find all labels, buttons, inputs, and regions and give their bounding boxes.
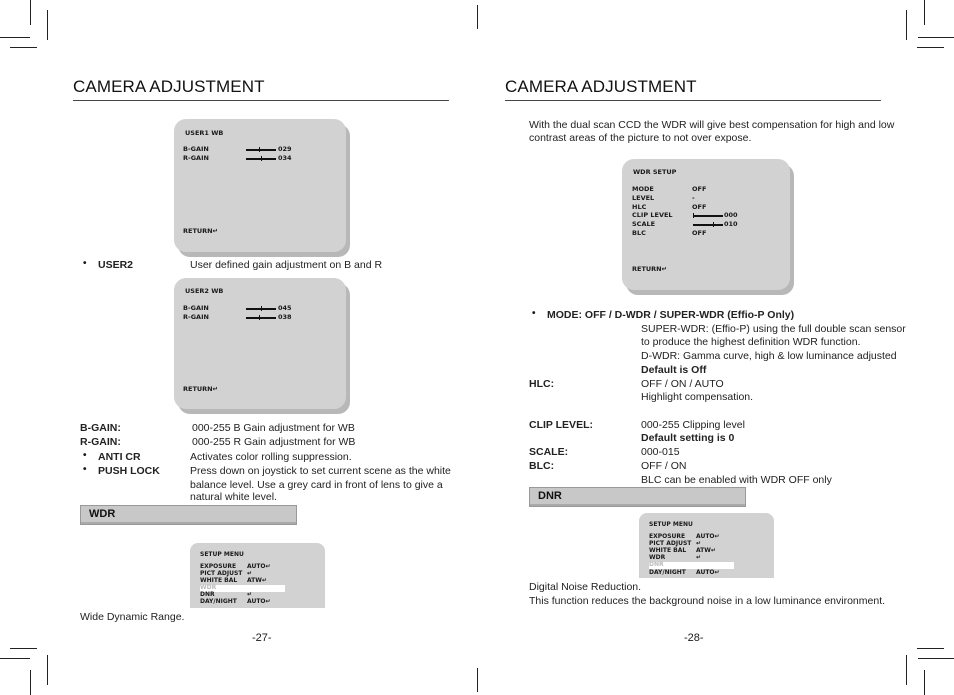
- level-value: -: [692, 194, 695, 202]
- crop-mark: [906, 10, 907, 40]
- bullet-icon: •: [83, 258, 87, 269]
- menu-value: AUTO↵: [696, 533, 720, 540]
- anti-cr-desc: Activates color rolling suppression.: [190, 451, 352, 463]
- return-label: RETURN↵: [183, 385, 219, 393]
- crop-mark: [477, 668, 478, 692]
- r-gain-term: R-GAIN:: [80, 436, 121, 448]
- crop-mark: [47, 10, 48, 40]
- dnr-caption-line: This function reduces the background noise in a low luminance environment.: [529, 595, 886, 607]
- b-gain-label: B-GAIN: [183, 304, 209, 312]
- clip-level-slider: [693, 215, 723, 217]
- crop-mark: [924, 670, 925, 695]
- menu-label: DAY/NIGHT: [200, 598, 237, 605]
- crop-mark: [906, 655, 907, 685]
- menu-label: DNR: [200, 591, 215, 598]
- crop-mark: [917, 648, 944, 649]
- mode-value: OFF: [692, 185, 707, 193]
- title-rule: [505, 100, 881, 101]
- section-header-dnr: [529, 487, 746, 507]
- anti-cr-term: ANTI CR: [98, 451, 141, 463]
- wdr-caption: Wide Dynamic Range.: [80, 611, 185, 623]
- setup-menu-screen: [639, 513, 774, 578]
- scale-term: SCALE:: [529, 446, 569, 458]
- menu-label-selected: WDR: [200, 584, 217, 591]
- return-label: RETURN↵: [183, 227, 219, 235]
- menu-value: ↵: [696, 540, 702, 547]
- menu-value: ↵: [696, 554, 702, 561]
- user2-desc: User defined gain adjustment on B and R: [190, 259, 383, 271]
- setup-menu-screen: [190, 543, 325, 608]
- bullet-icon: •: [532, 308, 536, 319]
- menu-label: EXPOSURE: [200, 563, 237, 570]
- clip-level-default: Default setting is 0: [641, 432, 735, 444]
- r-gain-slider-knob: [261, 156, 262, 161]
- blc-term: BLC:: [529, 460, 555, 472]
- r-gain-value: 034: [278, 154, 292, 162]
- crop-mark: [10, 648, 37, 649]
- screen-title: WDR SETUP: [633, 168, 677, 176]
- clip-level-term: CLIP LEVEL:: [529, 419, 593, 431]
- mode-line: to produce the highest definition WDR function.: [641, 336, 861, 348]
- scale-label: SCALE: [632, 220, 656, 228]
- crop-mark: [477, 5, 478, 29]
- section-label: WDR: [89, 508, 116, 520]
- clip-level-label: CLIP LEVEL: [632, 211, 673, 219]
- crop-mark: [0, 37, 30, 38]
- b-gain-value: 029: [278, 145, 292, 153]
- mode-line: D-WDR: Gamma curve, high & low luminance adjusted: [641, 350, 897, 362]
- intro-line: contrast areas of the picture to not over expose.: [529, 132, 752, 144]
- screen-title: USER1 WB: [185, 129, 224, 137]
- hlc-term: HLC:: [529, 378, 555, 390]
- menu-value: AUTO↵: [696, 569, 720, 576]
- screen-title: SETUP MENU: [200, 551, 244, 558]
- level-label: LEVEL: [632, 194, 655, 202]
- r-gain-slider: [246, 317, 276, 319]
- user2-wb-screen: [174, 278, 346, 409]
- r-gain-slider-knob: [259, 315, 260, 320]
- b-gain-value: 045: [278, 304, 292, 312]
- b-gain-term: B-GAIN:: [80, 422, 121, 434]
- menu-value: ↵: [247, 570, 253, 577]
- crop-mark: [924, 0, 925, 25]
- b-gain-label: B-GAIN: [183, 145, 209, 153]
- menu-value: AUTO↵: [247, 598, 271, 605]
- menu-label: WHITE BAL: [649, 547, 687, 554]
- clip-level-slider-knob: [693, 213, 694, 218]
- mode-default: Default is Off: [641, 364, 707, 376]
- menu-value: ↵: [247, 591, 253, 598]
- hlc-desc: Highlight compensation.: [641, 391, 754, 403]
- push-lock-desc-line: natural white level.: [190, 491, 277, 503]
- push-lock-desc-line: balance level. Use a grey card in front of lens to give a: [190, 479, 443, 491]
- hlc-label: HLC: [632, 203, 647, 211]
- mode-label: MODE: [632, 185, 654, 193]
- menu-label: WDR: [649, 554, 666, 561]
- push-lock-term: PUSH LOCK: [98, 465, 160, 477]
- push-lock-desc-line: Press down on joystick to set current scene as the white: [190, 465, 451, 477]
- section-label: DNR: [538, 490, 562, 502]
- bullet-icon: •: [83, 450, 87, 461]
- b-gain-slider-knob: [259, 147, 260, 152]
- menu-value: ATW↵: [247, 577, 267, 584]
- menu-label: PICT ADJUST: [200, 570, 243, 577]
- r-gain-desc: 000-255 R Gain adjustment for WB: [192, 436, 356, 448]
- menu-value: ATW↵: [696, 547, 716, 554]
- crop-mark: [47, 655, 48, 685]
- hlc-desc: OFF / ON / AUTO: [641, 378, 724, 390]
- blc-value: OFF: [692, 229, 707, 237]
- crop-mark: [917, 47, 944, 48]
- menu-label-selected: DNR: [649, 561, 664, 568]
- menu-label: DAY/NIGHT: [649, 569, 686, 576]
- clip-level-desc: 000-255 Clipping level: [641, 419, 745, 431]
- crop-mark: [918, 658, 954, 659]
- crop-mark: [918, 37, 954, 38]
- bullet-icon: •: [83, 464, 87, 475]
- menu-label: WHITE BAL: [200, 577, 238, 584]
- user2-term: USER2: [98, 259, 134, 271]
- crop-mark: [30, 0, 31, 25]
- r-gain-value: 038: [278, 313, 292, 321]
- menu-label: EXPOSURE: [649, 533, 686, 540]
- blc-desc: OFF / ON: [641, 460, 687, 472]
- intro-line: With the dual scan CCD the WDR will give best compensation for high and low: [529, 119, 895, 131]
- mode-line: SUPER-WDR: (Effio-P) using the full double scan sensor: [641, 323, 906, 335]
- menu-value: AUTO↵: [247, 563, 271, 570]
- scale-desc: 000-015: [641, 446, 680, 458]
- scale-slider: [693, 224, 723, 226]
- r-gain-label: R-GAIN: [183, 154, 209, 162]
- r-gain-label: R-GAIN: [183, 313, 209, 321]
- b-gain-slider-knob: [261, 306, 262, 311]
- wdr-setup-screen: [622, 159, 790, 290]
- blc-label: BLC: [632, 229, 646, 237]
- section-header-wdr: [80, 505, 297, 525]
- scale-slider-knob: [713, 222, 714, 227]
- screen-title: USER2 WB: [185, 287, 224, 295]
- user1-wb-screen: [174, 119, 346, 252]
- title-rule: [73, 100, 449, 101]
- page-title: CAMERA ADJUSTMENT: [73, 77, 265, 96]
- blc-desc: BLC can be enabled with WDR OFF only: [641, 474, 832, 486]
- mode-heading: MODE: OFF / D-WDR / SUPER-WDR (Effio-P Only): [547, 309, 795, 321]
- screen-title: SETUP MENU: [649, 521, 693, 528]
- page-number: -27-: [252, 632, 272, 644]
- hlc-value: OFF: [692, 203, 707, 211]
- clip-level-value: 000: [724, 211, 738, 219]
- dnr-caption-line: Digital Noise Reduction.: [529, 581, 642, 593]
- b-gain-desc: 000-255 B Gain adjustment for WB: [192, 422, 355, 434]
- crop-mark: [30, 670, 31, 695]
- return-label: RETURN↵: [632, 265, 668, 273]
- page-number: -28-: [684, 632, 704, 644]
- b-gain-slider: [246, 149, 276, 151]
- crop-mark: [10, 47, 37, 48]
- page-title: CAMERA ADJUSTMENT: [505, 77, 697, 96]
- crop-mark: [0, 658, 30, 659]
- scale-value: 010: [724, 220, 738, 228]
- menu-label: PICT ADJUST: [649, 540, 692, 547]
